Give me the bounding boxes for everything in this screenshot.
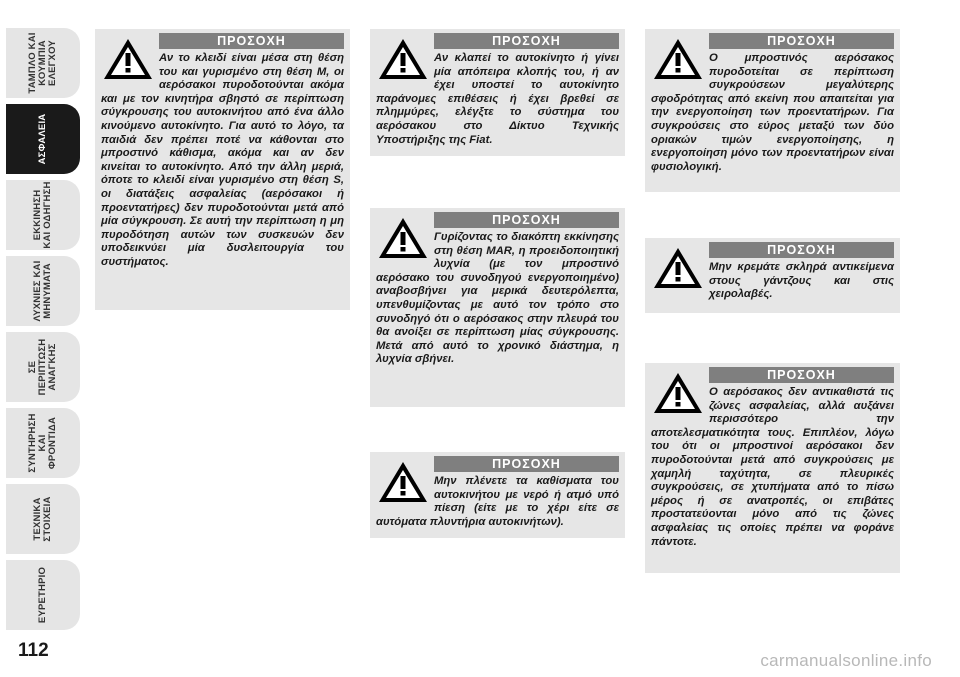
tab-label: ΤΑΜΠΛΟ ΚΑΙ ΚΟΥΜΠΙΑ ΕΛΕΓΧΟΥ [27, 32, 58, 94]
warning-title: ΠΡΟΣΟΧΗ [709, 367, 894, 383]
warning-box [645, 238, 900, 313]
warning-text: Αν το κλειδί είναι μέσα στη θέση του και γυρισμένο στη θέση M, οι αερόσακοι πυροδοτούνται ακόμα και με τον κινητήρα σβηστό σε περίπτωση σύγκρουσης του αυτοκινήτου από ένα άλλο κινούμενο αυτοκίνητο. Για αυτό το λόγο, τα παιδιά δεν πρέπει ποτέ να κάθονται στο μπροστινό κάθισμα, ακόμα και αν δεν κινείται το αυτοκίνητο. Από την άλλη μεριά, όποτε το κλειδί είναι γυρισμένο στη θέση S, οι διατάξεις ασφαλείας (αερόσακοι ή προεντατήρες) δεν πυροδοτούνται μετά από μία σύγκρουση. Σε αυτή την περίπτωση η μη πυροδότηση αυτών των συσκευών δεν υποδεικνύει μία δυσλειτουργία του συστήματος. [101, 52, 344, 268]
warning-title: ΠΡΟΣΟΧΗ [709, 242, 894, 258]
tab-dashboard[interactable] [6, 28, 80, 98]
tab-starting-driving[interactable] [6, 180, 80, 250]
tab-index[interactable] [6, 560, 80, 630]
warning-box [645, 363, 900, 573]
tab-lights-messages[interactable] [6, 256, 80, 326]
tab-label: ΣΕ ΠΕΡΙΠΤΩΣΗ ΑΝΑΓΚΗΣ [27, 338, 58, 396]
warning-title: ΠΡΟΣΟΧΗ [434, 456, 619, 472]
warning-text: Ο αερόσακος δεν αντικαθιστά τις ζώνες ασφαλείας, αλλά αυξάνει περισσότερο την αποτελεσματικότητα τους. Επιπλέον, λόγω του ότι οι μπροστινοί αερόσακοι δεν πυροδοτούνται μετά από συγκρούσεις με χαμηλή ταχύτητα, σε πλευρικές συγκρούσεις, σε χτυπήματα από το πίσω μέρος ή σε ανατροπές, οι επιβάτες προστατεύονται μόνο από τις ζώνες ασφαλείας τις οποίες πρέπει να φοράνε πάντοτε. [651, 386, 894, 548]
warning-box [645, 29, 900, 192]
warning-text: Μην πλένετε τα καθίσματα του αυτοκινήτου με νερό ή ατμό υπό πίεση (είτε με το χέρι είτε σε αυτόματα πλυντήρια αυτοκινήτων). [376, 475, 619, 528]
warning-title: ΠΡΟΣΟΧΗ [434, 212, 619, 228]
tab-label: ΑΣΦΑΛΕΙΑ [37, 113, 48, 165]
tab-label: ΕΚΚΙΝΗΣΗ ΚΑΙ ΟΔΗΓΗΣΗ [32, 181, 53, 249]
warning-title: ΠΡΟΣΟΧΗ [159, 33, 344, 49]
warning-text: Γυρίζοντας το διακόπτη εκκίνησης στη θέση MAR, η προειδοποιητική λυχνία (με τον μπροστινό αερόσακο του συνοδηγού ενεργοποιημένο) αναβοσβήνει για μερικά δευτερόλεπτα, υπενθυμίζοντας με αυτό τον τρόπο στο συνοδηγό ότι ο αερόσακος στην πλευρά του θα ανοίξει σε περίπτωση μίας σύγκρουσης. Μετά από αυτό το χρονικό διάστημα, η λυχνία σβήνει. [376, 231, 619, 366]
tab-emergency[interactable] [6, 332, 80, 402]
tab-safety[interactable] [6, 104, 80, 174]
warning-box [95, 29, 350, 310]
warning-text: Μην κρεμάτε σκληρά αντικείμενα στους γάντζους και στις χειρολαβές. [709, 261, 894, 301]
warning-title: ΠΡΟΣΟΧΗ [434, 33, 619, 49]
watermark: carmanualsonline.info [760, 651, 932, 670]
warning-title: ΠΡΟΣΟΧΗ [709, 33, 894, 49]
tab-label: ΕΥΡΕΤΗΡΙΟ [37, 566, 48, 624]
tab-label: ΛΥΧΝΙΕΣ ΚΑΙ ΜΗΝΥΜΑΤΑ [32, 260, 53, 322]
tab-maintenance[interactable] [6, 408, 80, 478]
warning-text: Αν κλαπεί το αυτοκίνητο ή γίνει μία απόπειρα κλοπής του, ή αν έχει υποστεί το αυτοκίνητο παράνομες επιθέσεις ή έχει βρεθεί σε πλημμύρες, ελέγξτε το σύστημα του αερόσακου στο Δίκτυο Τεχνικής Υποστήριξης της Fiat. [376, 52, 619, 146]
warning-text: Ο μπροστινός αερόσακος πυροδοτείται σε περίπτωση συγκρούσεων μεγαλύτερης σφοδρότητας από εκείνη που απαιτείται για την ενεργοποίηση των προεντατήρων. Για συγκρούσεις στο εύρος μεταξύ των δύο οριακών τιμών ενεργοποίησης, η ενεργοποίηση μόνο των προεντατήρων είναι φυσιολογική. [651, 52, 894, 173]
warning-box [370, 208, 625, 407]
warning-box [370, 29, 625, 156]
tab-label: ΤΕΧΝΙΚΑ ΣΤΟΙΧΕΙΑ [32, 496, 53, 542]
page-number: 112 [18, 640, 49, 661]
tab-technical[interactable] [6, 484, 80, 554]
tab-label: ΣΥΝΤΗΡΗΣΗ ΚΑΙ ΦΡΟΝΤΙΔΑ [27, 413, 58, 473]
warning-box [370, 452, 625, 538]
